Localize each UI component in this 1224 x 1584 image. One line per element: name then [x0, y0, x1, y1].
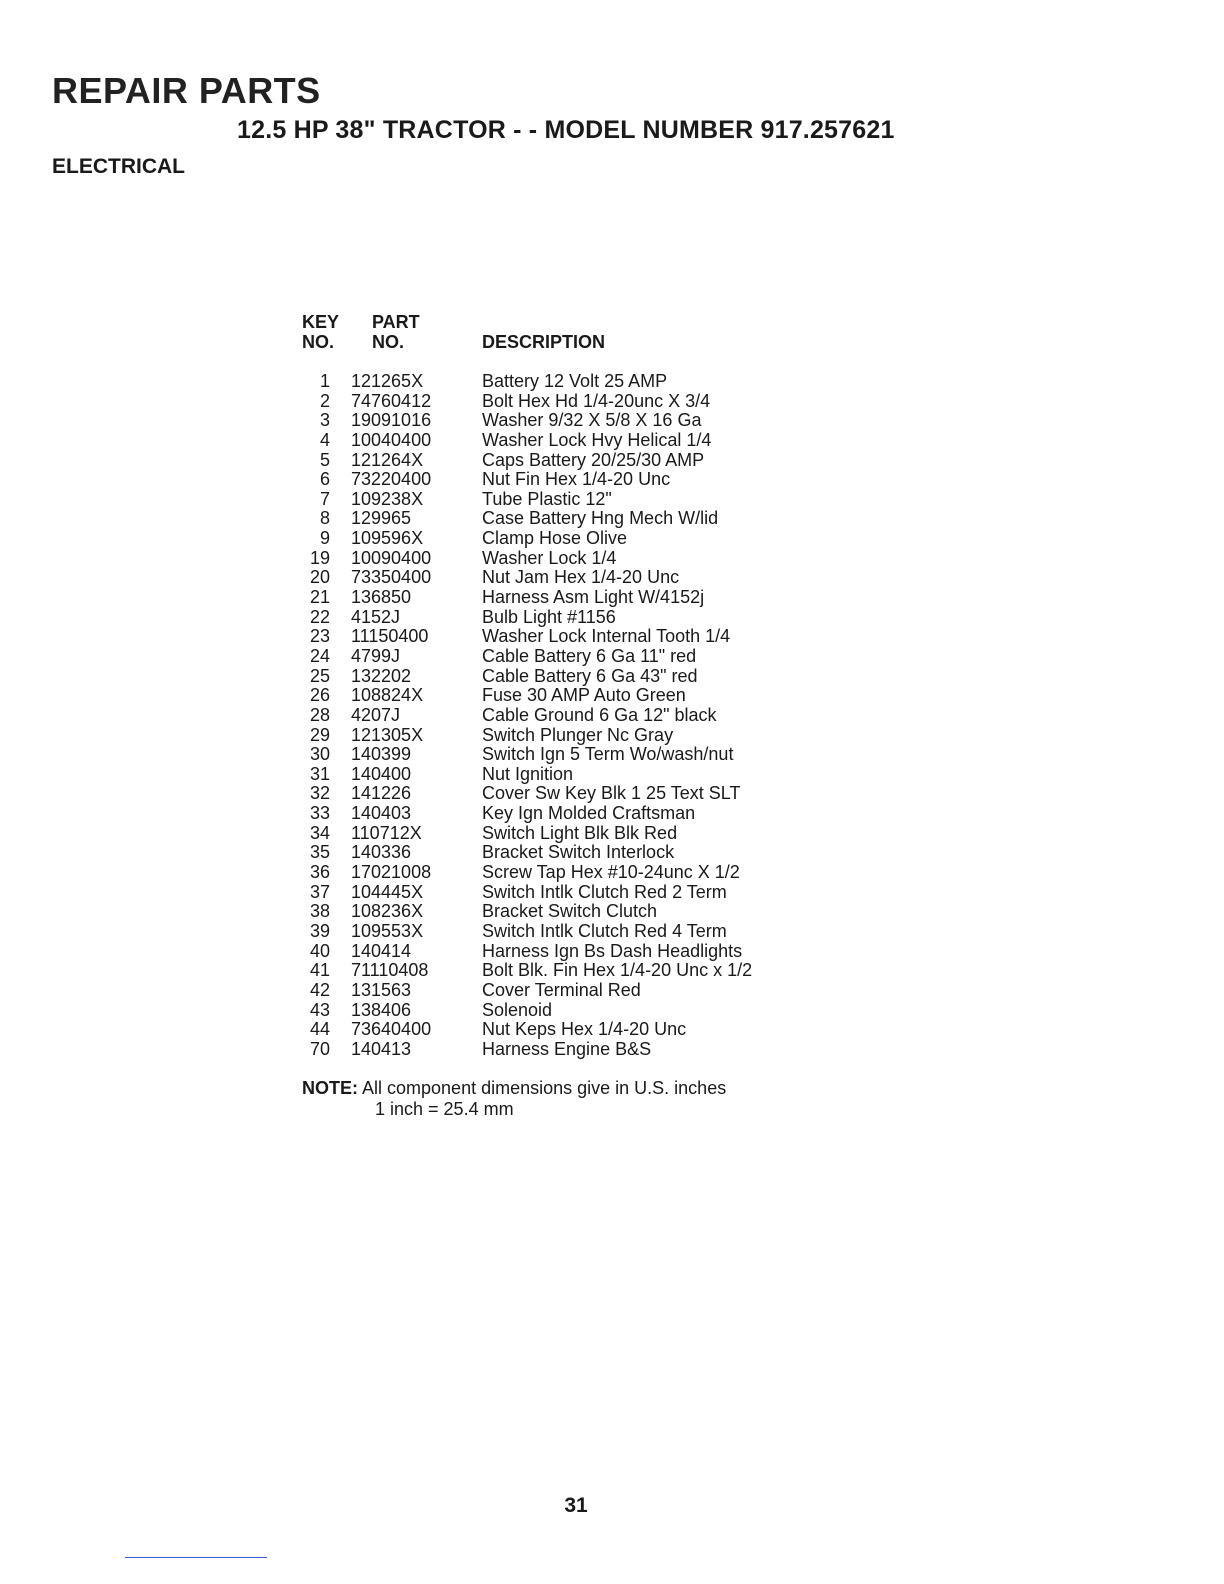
part-no: 74760412	[351, 390, 432, 411]
key-no: 38	[309, 901, 330, 922]
table-row	[300, 784, 820, 804]
part-no: 109596X	[351, 528, 424, 549]
part-no: 4207J	[351, 704, 401, 725]
key-no: 8	[319, 508, 330, 529]
part-no: 129965	[351, 508, 412, 529]
part-no: 132202	[351, 665, 412, 686]
part-no: 19091016	[351, 410, 432, 431]
description: Washer 9/32 X 5/8 X 16 Ga	[482, 410, 702, 431]
table-row	[300, 667, 820, 687]
description: Nut Ignition	[482, 763, 574, 784]
key-no: 7	[319, 488, 330, 509]
key-no: 20	[309, 567, 330, 588]
part-no: 10040400	[351, 429, 432, 450]
table-row	[300, 608, 820, 628]
table-row	[300, 627, 820, 647]
key-no: 2	[319, 390, 330, 411]
part-no: 140336	[351, 842, 412, 863]
part-no: 138406	[351, 999, 412, 1020]
column-headers	[300, 310, 800, 354]
description-header: DESCRIPTION	[482, 332, 606, 352]
table-row	[300, 981, 820, 1001]
table-row	[300, 647, 820, 667]
description: Harness Asm Light W/4152j	[482, 587, 705, 608]
table-row	[300, 392, 820, 412]
table-row	[300, 509, 820, 529]
key-no: 28	[309, 704, 330, 725]
key-no: 5	[319, 449, 330, 470]
page-number: 31	[564, 1494, 588, 1517]
description: Switch Light Blk Blk Red	[482, 822, 678, 843]
description: Tube Plastic 12"	[482, 488, 612, 509]
key-no: 37	[309, 881, 330, 902]
table-row	[300, 726, 820, 746]
key-no: 22	[309, 606, 330, 627]
part-no: 10090400	[351, 547, 432, 568]
part-no: 4799J	[351, 645, 401, 666]
table-row	[300, 470, 820, 490]
description: Cover Terminal Red	[482, 979, 641, 1000]
description: Cover Sw Key Blk 1 25 Text SLT	[482, 783, 741, 804]
table-row	[300, 549, 820, 569]
table-row	[300, 588, 820, 608]
description: Bracket Switch Clutch	[482, 901, 658, 922]
table-row	[300, 961, 820, 981]
table-row	[300, 745, 820, 765]
description: Clamp Hose Olive	[482, 528, 628, 549]
key-no: 1	[319, 371, 330, 391]
part-no: 11150400	[351, 626, 429, 647]
description: Switch Intlk Clutch Red 2 Term	[482, 881, 727, 902]
part-no: 121264X	[351, 449, 424, 470]
part-no: 108236X	[351, 901, 424, 922]
key-no: 24	[309, 645, 330, 666]
part-no: 4152J	[351, 606, 401, 627]
note-text: All component dimensions give in U.S. inches	[362, 1078, 727, 1098]
part-no: 140414	[351, 940, 412, 961]
part-no: 71110408	[351, 960, 429, 981]
description: Fuse 30 AMP Auto Green	[482, 685, 686, 706]
page-title: REPAIR PARTS	[52, 70, 321, 111]
description: Washer Lock Hvy Helical 1/4	[482, 429, 712, 450]
model-subtitle: 12.5 HP 38" TRACTOR - - MODEL NUMBER 917.257621	[237, 116, 895, 144]
description: Cable Battery 6 Ga 43" red	[482, 665, 698, 686]
part-header-line1: PART	[372, 312, 420, 332]
key-no: 9	[319, 528, 330, 549]
table-row	[300, 568, 820, 588]
table-row	[300, 824, 820, 844]
section-title: ELECTRICAL	[52, 155, 185, 178]
description: Washer Lock 1/4	[482, 547, 617, 568]
table-row	[300, 902, 820, 922]
parts-list	[300, 372, 820, 1059]
table-row	[300, 1020, 820, 1040]
key-no: 32	[309, 783, 330, 804]
part-no: 140413	[351, 1038, 412, 1059]
key-no: 4	[319, 429, 330, 450]
table-row	[300, 706, 820, 726]
table-row	[300, 765, 820, 785]
description: Harness Ign Bs Dash Headlights	[482, 940, 743, 961]
description: Bracket Switch Interlock	[482, 842, 675, 863]
table-row	[300, 843, 820, 863]
part-no: 136850	[351, 587, 412, 608]
table-row	[300, 451, 820, 471]
description: Washer Lock Internal Tooth 1/4	[482, 626, 731, 647]
description: Nut Keps Hex 1/4-20 Unc	[482, 1019, 687, 1040]
note-conversion: 1 inch = 25.4 mm	[375, 1099, 514, 1119]
part-no: 141226	[351, 783, 412, 804]
part-no: 73350400	[351, 567, 432, 588]
key-no: 70	[309, 1038, 330, 1059]
footer-divider	[125, 1557, 267, 1558]
description: Bolt Hex Hd 1/4-20unc X 3/4	[482, 390, 711, 411]
part-no: 121305X	[351, 724, 424, 745]
table-row	[300, 863, 820, 883]
key-no: 40	[309, 940, 330, 961]
description: Harness Engine B&S	[482, 1038, 652, 1059]
description: Bulb Light #1156	[482, 606, 616, 627]
key-no: 42	[309, 979, 330, 1000]
part-no: 121265X	[351, 371, 424, 391]
key-no: 21	[309, 587, 330, 608]
table-row	[300, 686, 820, 706]
part-no: 131563	[351, 979, 412, 1000]
table-row	[300, 372, 820, 392]
key-no: 29	[309, 724, 330, 745]
key-no: 3	[319, 410, 330, 431]
part-no: 140400	[351, 763, 412, 784]
description: Case Battery Hng Mech W/lid	[482, 508, 719, 529]
part-no: 140403	[351, 803, 412, 824]
table-row	[300, 922, 820, 942]
description: Screw Tap Hex #10-24unc X 1/2	[482, 862, 740, 883]
part-no: 17021008	[351, 862, 432, 883]
part-no: 110712X	[351, 822, 422, 843]
table-row	[300, 490, 820, 510]
description: Switch Plunger Nc Gray	[482, 724, 674, 745]
table-row	[300, 942, 820, 962]
key-no: 26	[309, 685, 330, 706]
note	[302, 1078, 726, 1120]
part-no: 140399	[351, 744, 412, 765]
key-no: 35	[309, 842, 330, 863]
key-no: 30	[309, 744, 330, 765]
part-no: 73220400	[351, 469, 432, 490]
description: Key Ign Molded Craftsman	[482, 803, 696, 824]
key-header-line1: KEY	[302, 312, 340, 332]
description: Bolt Blk. Fin Hex 1/4-20 Unc x 1/2	[482, 960, 753, 981]
key-no: 25	[309, 665, 330, 686]
description: Battery 12 Volt 25 AMP	[482, 371, 668, 391]
key-no: 41	[309, 960, 330, 981]
description: Nut Jam Hex 1/4-20 Unc	[482, 567, 680, 588]
description: Caps Battery 20/25/30 AMP	[482, 449, 705, 470]
key-no: 23	[309, 626, 330, 647]
key-header-line2: NO.	[302, 332, 335, 352]
description: Cable Battery 6 Ga 11" red	[482, 645, 697, 666]
part-no: 108824X	[351, 685, 424, 706]
table-row	[300, 883, 820, 903]
part-no: 109238X	[351, 488, 424, 509]
description: Cable Ground 6 Ga 12" black	[482, 704, 717, 725]
description: Nut Fin Hex 1/4-20 Unc	[482, 469, 671, 490]
key-no: 19	[309, 547, 330, 568]
key-no: 33	[309, 803, 330, 824]
part-no: 73640400	[351, 1019, 432, 1040]
key-no: 39	[309, 920, 330, 941]
table-row	[300, 1040, 820, 1060]
description: Switch Intlk Clutch Red 4 Term	[482, 920, 727, 941]
key-no: 44	[309, 1019, 330, 1040]
description: Switch Ign 5 Term Wo/wash/nut	[482, 744, 734, 765]
key-no: 34	[309, 822, 330, 843]
table-row	[300, 1001, 820, 1021]
key-no: 31	[309, 763, 330, 784]
table-row	[300, 804, 820, 824]
key-no: 6	[319, 469, 330, 490]
table-row	[300, 529, 820, 549]
table-row	[300, 411, 820, 431]
description: Solenoid	[482, 999, 553, 1020]
key-no: 43	[309, 999, 330, 1020]
part-no: 104445X	[351, 881, 424, 902]
table-row	[300, 431, 820, 451]
part-header-line2: NO.	[372, 332, 405, 352]
key-no: 36	[309, 862, 330, 883]
note-label: NOTE:	[302, 1078, 358, 1098]
part-no: 109553X	[351, 920, 424, 941]
